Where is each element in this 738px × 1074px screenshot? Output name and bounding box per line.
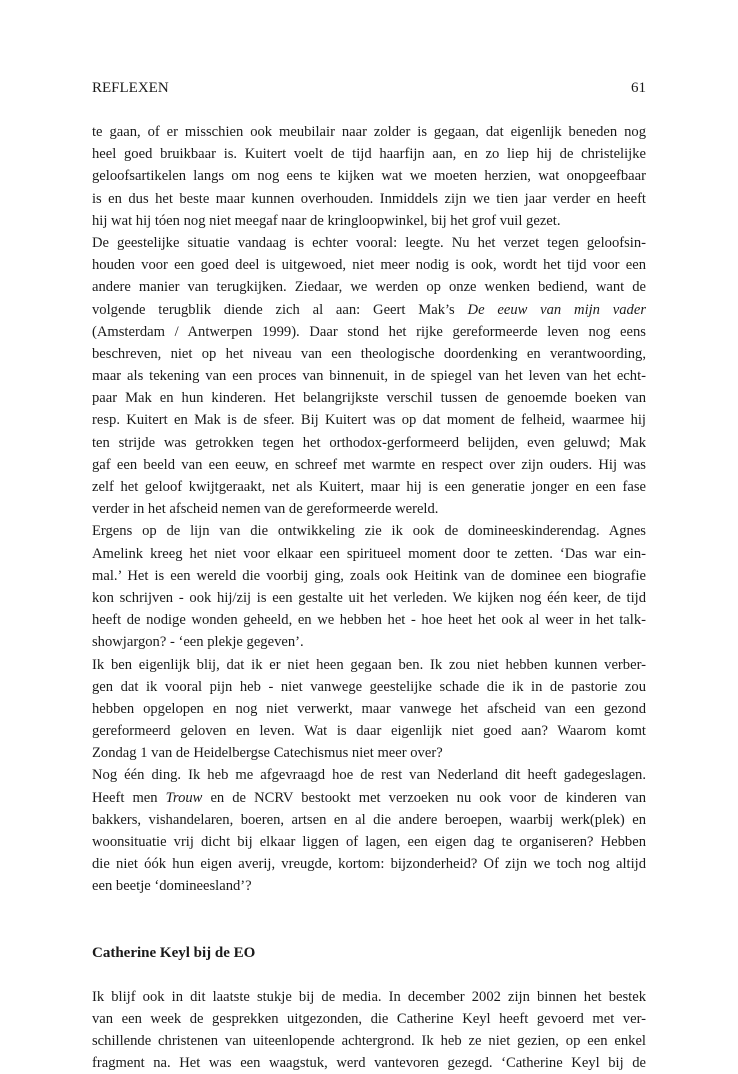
text-line: een beetje ‘domineesland’?	[92, 878, 252, 895]
text-line: showjargon? - ‘een plekje gegeven’.	[92, 634, 304, 651]
text-line: van een week de gesprekken uitgezonden, die Catherine Keyl heeft gevoerd met ver-	[92, 1010, 646, 1027]
text-line: paar Mak en hun kinderen. Het belangrijkste verschil tussen de genoemde boeken van	[92, 390, 646, 407]
section-spacer	[92, 898, 646, 942]
paragraph	[92, 764, 646, 897]
text-line: andere manier van terugkijken. Ziedaar, we werden op onze wenken bediend, want de	[92, 279, 646, 296]
page-body	[92, 121, 646, 1074]
text-line: is en dus het beste maar kunnen overhouden. Inmiddels zijn we tien jaar verder en heeft	[92, 190, 646, 207]
text-line: ten strijde was getrokken tegen het orthodox-gerformeerd belijden, even geluwd; Mak	[92, 434, 646, 451]
running-title: REFLEXEN	[92, 80, 169, 96]
text-line: Ik blijf ook in dit laatste stukje bij de media. In december 2002 zijn binnen het bestek	[92, 988, 646, 1005]
text-line: bakkers, vishandelaren, boeren, artsen en al die andere beroepen, waarbij werk(plek) en	[92, 811, 646, 828]
text-line: hebben opgelopen en nog niet verwerkt, maar vanwege het afscheid van een gezond	[92, 700, 646, 717]
text-line: gen dat ik vooral pijn heb - niet vanwege geestelijke schade die ik in de pastorie zou	[92, 678, 646, 695]
text-line: woonsituatie vrij dicht bij elkaar liggen of lagen, een eigen dag te organiseren? Hebben	[92, 834, 646, 850]
heading-spacer	[92, 964, 646, 986]
text-line: De geestelijke situatie vandaag is echter vooral: leegte. Nu het verzet tegen geloofsin-	[92, 234, 646, 251]
text-line: te gaan, of er misschien ook meubilair naar zolder is gegaan, dat eigenlijk beneden nog	[92, 124, 646, 140]
text-line: hij wat hij tóen nog niet meegaf naar de kringloopwinkel, bij het grof vuil gezet.	[92, 212, 561, 229]
text-line: schillende christenen van uiteenlopende achtergrond. Ik heb ze niet gezien, op een enkel	[92, 1032, 646, 1049]
text-line: Ik ben eigenlijk blij, dat ik er niet heen gegaan ben. Ik zou niet hebben kunnen verber-	[92, 656, 646, 673]
text-line: fragment na. Het was een waagstuk, werd vantevoren gezegd. ‘Catherine Keyl bij de	[92, 1055, 646, 1072]
newspaper-title: Trouw	[165, 789, 203, 806]
text-line: beschreven, niet op het niveau van een theologische doordenking en verantwoording,	[92, 345, 646, 362]
text-line: (Amsterdam / Antwerpen 1999). Daar stond het rijke gereformeerde leven nog eens	[92, 323, 646, 340]
paragraph	[92, 654, 646, 765]
page-number: 61	[631, 80, 646, 96]
paragraph	[92, 986, 646, 1074]
text-line: resp. Kuitert en Mak is de sfeer. Bij Kuitert was op dat moment de felheid, waarmee hij	[92, 412, 646, 429]
text-line: verder in het afscheid nemen van de gereformeerde wereld.	[92, 501, 439, 518]
paragraph	[92, 121, 646, 232]
text-line: die niet óók hun eigen averij, vreugde, kortom: bijzonderheid? Of zijn we toch nog altijd	[92, 856, 646, 873]
text-line: heeft de nodige wonden geheeld, en we hebben het - hoe heet het ook al weer in het talk-	[92, 612, 646, 629]
text-segment: volgende terugblik diende zich al aan: Geert Mak’s	[92, 301, 468, 318]
text-line: Ergens op de lijn van die ontwikkeling zie ik ook de domineeskinderendag. Agnes	[92, 523, 646, 540]
text-line: geloofsartikelen langs om nog eens te kijken wat we moeten herzien, wat onopgeefbaar	[92, 168, 646, 185]
text-line: gereformeerd geloven en leven. Wat is daar eigenlijk niet goed aan? Waarom komt	[92, 723, 646, 740]
paragraph	[92, 232, 646, 520]
book-title: De eeuw van mijn vader	[467, 301, 646, 318]
text-segment: Heeft men	[92, 789, 166, 806]
text-line: Zondag 1 van de Heidelbergse Catechismus niet meer over?	[92, 745, 443, 762]
running-header	[92, 78, 646, 98]
paragraph	[92, 520, 646, 653]
text-line	[92, 299, 646, 321]
text-line: gaf een beeld van een eeuw, en schreef met warmte en respect over zijn ouders. Hij was	[92, 456, 646, 473]
text-line	[92, 787, 646, 809]
text-line: Amelink kreeg het niet voor elkaar een spiritueel moment door te zetten. ‘Das war ein-	[92, 545, 646, 562]
text-line: mal.’ Het is een wereld die voorbij ging, zoals ook Heitink van de dominee een biografie	[92, 567, 646, 584]
text-line: maar als tekening van een proces van binnenuit, in de spiegel van het leven van het echt-	[92, 368, 646, 385]
text-line: Nog één ding. Ik heb me afgevraagd hoe de rest van Nederland dit heeft gadegeslagen.	[92, 767, 646, 784]
text-segment: en de NCRV bestookt met verzoeken nu ook voor de kinderen van	[202, 789, 646, 806]
text-line: houden voor een goed deel is uitgewoed, niet meer nodig is ook, wordt het tijd voor een	[92, 257, 646, 274]
text-line: kon schrijven - ook hij/zij is een gestalte uit het verleden. We kijken nog één keer, de tijd	[92, 589, 646, 606]
text-line: zelf het geloof kwijtgeraakt, net als Kuitert, maar hij is een generatie jonger en een fase	[92, 479, 646, 495]
section-heading: Catherine Keyl bij de EO	[92, 944, 256, 961]
text-line: heel goed bruikbaar is. Kuitert voelt de tijd haarfijn aan, en zo liep hij de christelijke	[92, 146, 646, 163]
